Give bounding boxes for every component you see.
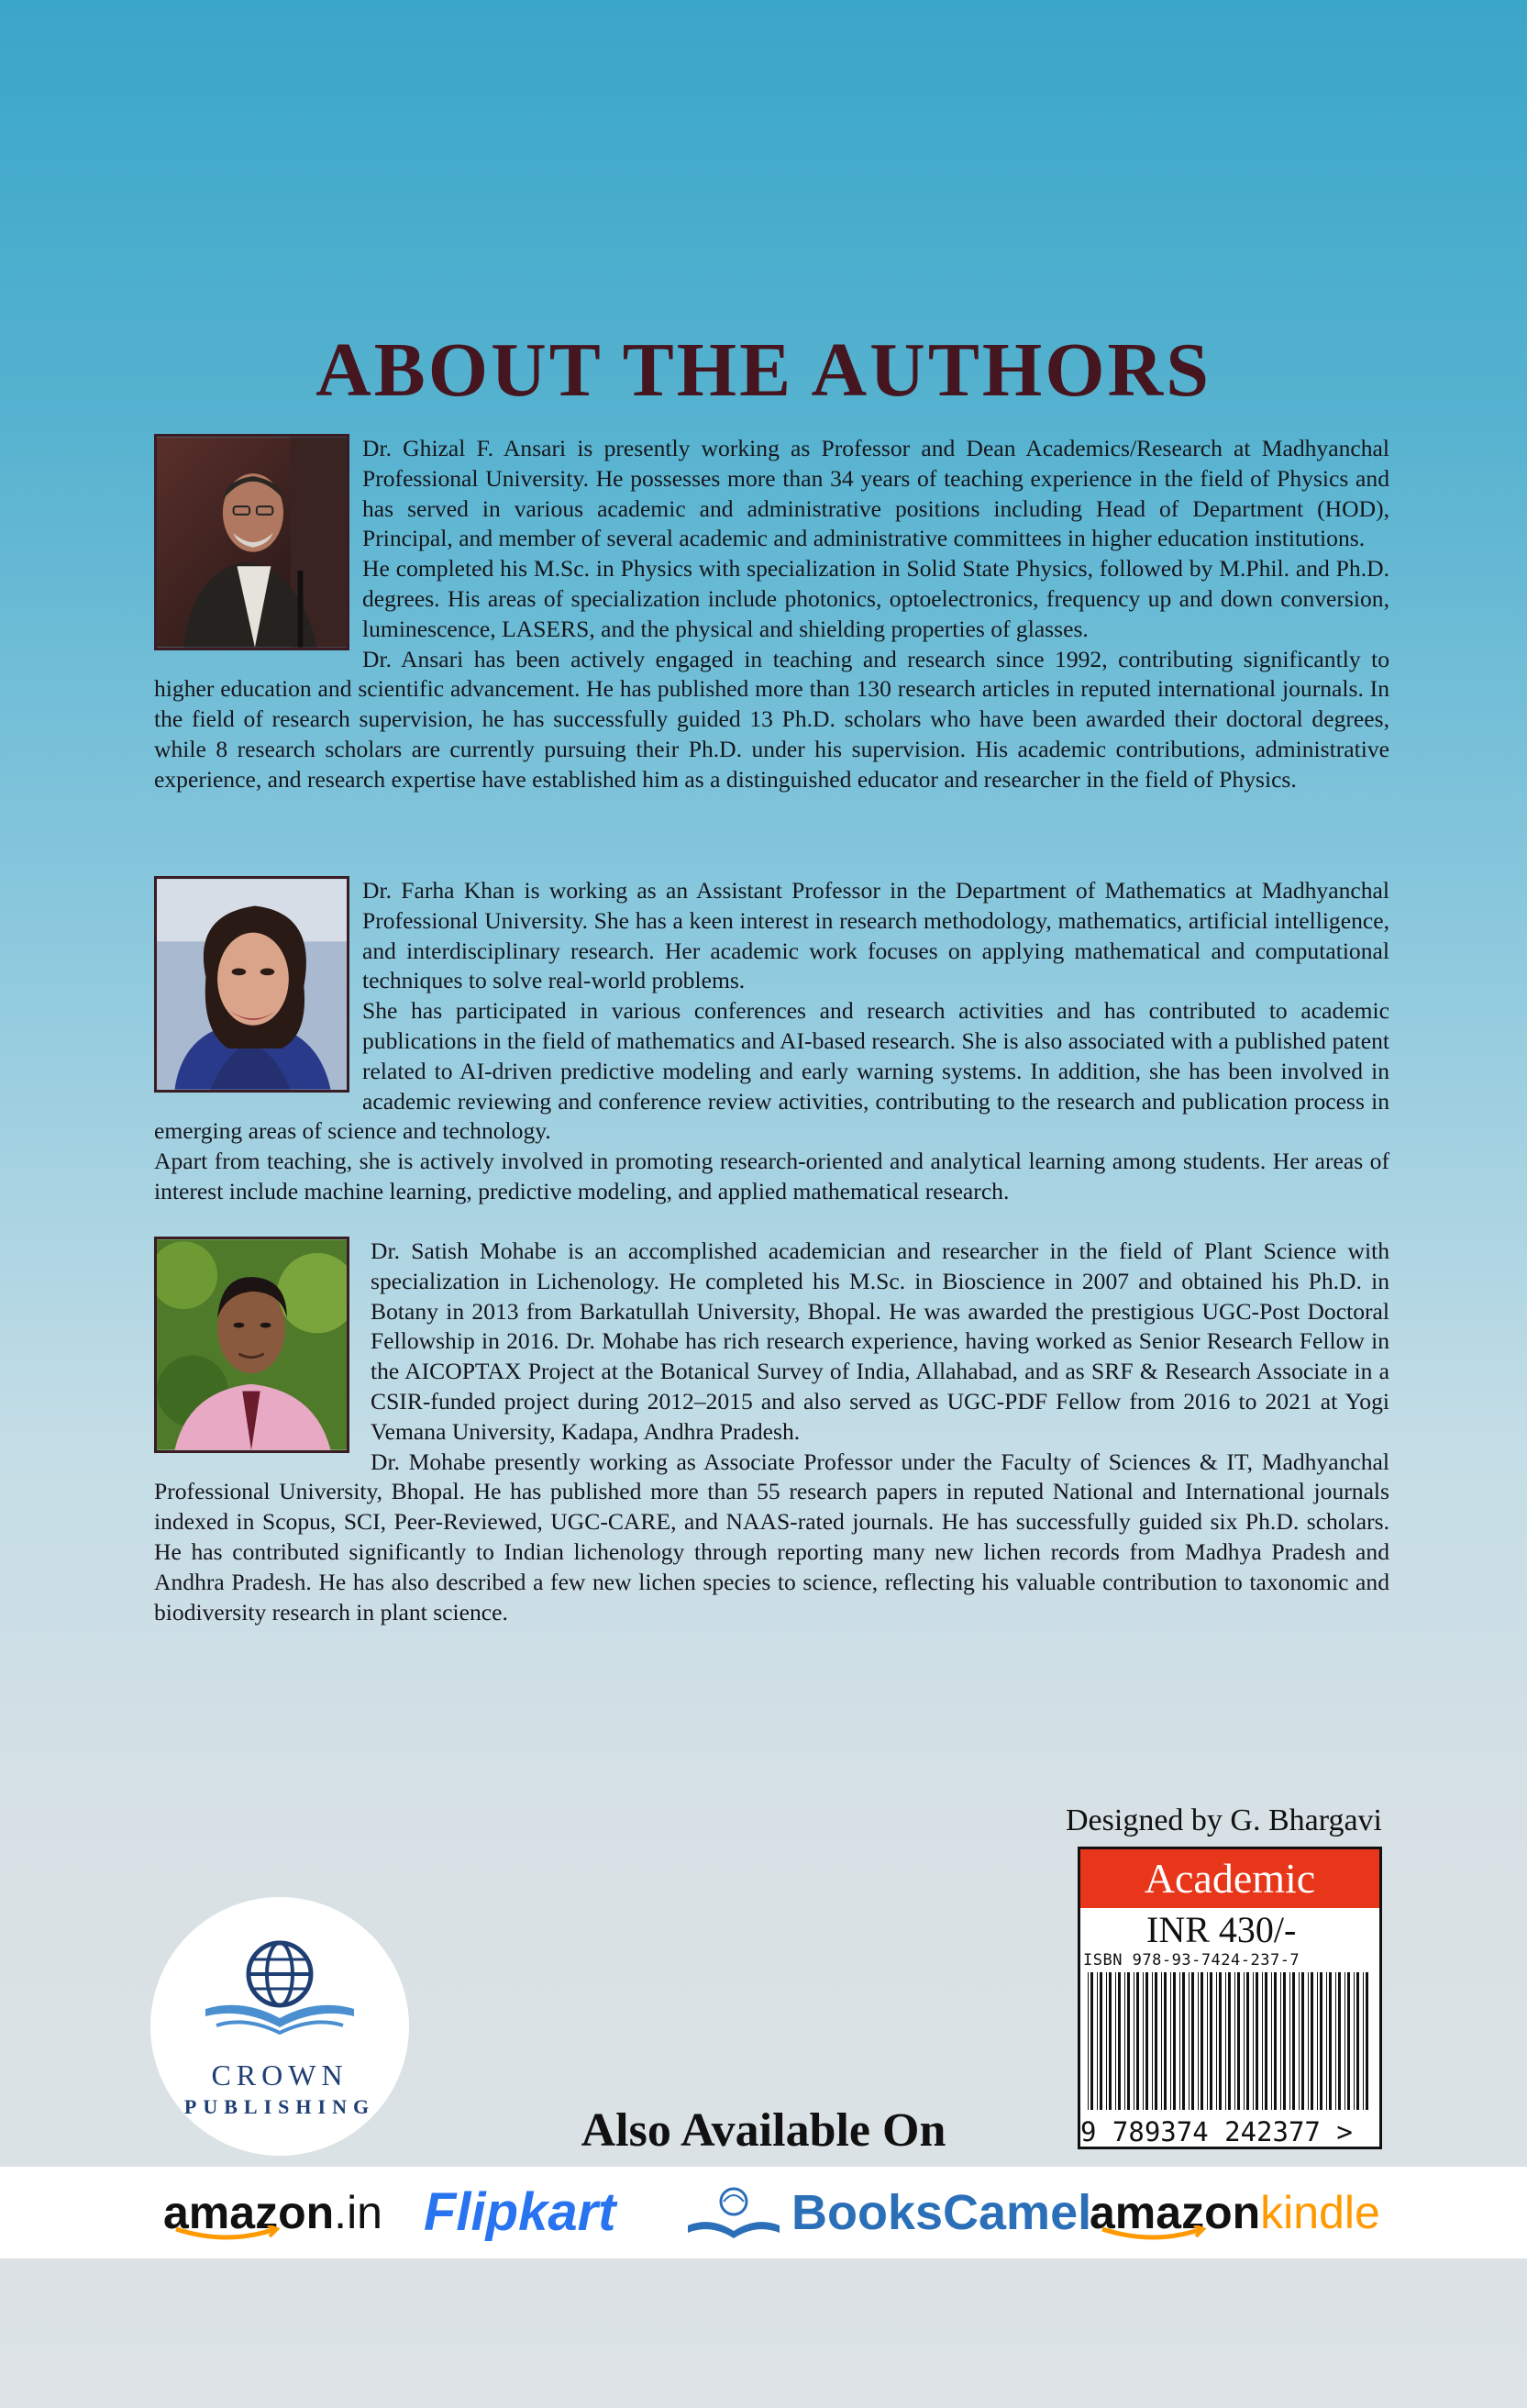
barcode-bar xyxy=(1155,1972,1157,2110)
barcode-bar xyxy=(1283,1972,1286,2110)
barcode-bar xyxy=(1189,1972,1190,2110)
bio-paragraph: She has participated in various conferences and research activities and has contributed to academic publications in the field of mathematics and AI-based research. She is also associated with a published patent related to AI-driven predictive modeling and early warning systems. In addition, she has been involved in academic reviewing and conference review activities, contributing to the research and publication process in emerging areas of science and technology. xyxy=(154,997,1389,1145)
amazon-smile-icon xyxy=(172,2225,282,2244)
barcode-bar xyxy=(1292,1972,1295,2110)
page-title: ABOUT THE AUTHORS xyxy=(315,327,1212,413)
store-flipkart: Flipkart xyxy=(424,2182,616,2242)
barcode-bar xyxy=(1335,1972,1336,2110)
barcode-bar xyxy=(1216,1972,1217,2110)
barcode-bar xyxy=(1191,1972,1194,2110)
barcode-bar xyxy=(1274,1972,1277,2110)
barcode-bar xyxy=(1311,1972,1313,2110)
barcode-bar xyxy=(1219,1972,1222,2110)
bio-paragraph: Apart from teaching, she is actively involved in promoting research-oriented and analytical learning among students. Her areas of interest include machine learning, predictive modeling, and applied mathematical research. xyxy=(154,1148,1389,1204)
author-bio-ansari xyxy=(154,434,1389,795)
barcode-bar xyxy=(1090,1972,1093,2110)
barcode-bar xyxy=(1201,1972,1203,2110)
bookscamel-book-icon xyxy=(683,2180,784,2244)
barcode-bar xyxy=(1246,1972,1249,2110)
barcode-bar xyxy=(1326,1972,1327,2110)
barcode-bar xyxy=(1100,1972,1102,2110)
store-logos-bar xyxy=(0,2167,1527,2258)
barcode-bar xyxy=(1136,1972,1139,2110)
bio-paragraph: Dr. Ansari has been actively engaged in teaching and research since 1992, contributing significantly to higher education and scientific advancement. He has published more than 130 research articles in reputed international journals. In the field of research supervision, he has successfully guided 13 Ph.D. scholars who have been awarded their doctoral degrees, while 8 research scholars are currently pursuing their Ph.D. under his supervision. His academic contributions, administrative experience, and research expertise have established him as a distinguished educator and researcher in the field of Physics. xyxy=(154,645,1389,793)
barcode-bar xyxy=(1207,1972,1208,2110)
barcode-bar xyxy=(1198,1972,1199,2110)
bio-paragraph: He completed his M.Sc. in Physics with specialization in Solid State Physics, followed by M.Phil. and Ph.D. degrees. His areas of specialization include photonics, optoelectronics, frequency up and down conversion, luminescence, LASERS, and the physical and shielding properties of glasses. xyxy=(362,555,1389,642)
barcode-bar xyxy=(1237,1972,1240,2110)
publisher-subname: PUBLISHING xyxy=(183,2095,376,2118)
barcode-bar xyxy=(1317,1972,1318,2110)
store-name: amazon xyxy=(163,2187,335,2238)
barcode-bar xyxy=(1265,1972,1267,2110)
barcode xyxy=(1080,1970,1379,2117)
barcode-bar xyxy=(1152,1972,1153,2110)
barcode-bar xyxy=(1124,1972,1125,2110)
barcode-bar xyxy=(1271,1972,1272,2110)
author-bio-mohabe xyxy=(154,1237,1389,1627)
store-suffix: kindle xyxy=(1260,2187,1380,2238)
author-photo-ansari xyxy=(154,434,349,650)
barcode-bar xyxy=(1127,1972,1130,2110)
barcode-bar xyxy=(1088,1972,1089,2110)
author-bio-khan xyxy=(154,876,1389,1207)
barcode-bar xyxy=(1097,1972,1098,2110)
store-bookscamel xyxy=(683,2167,1092,2258)
barcode-bar xyxy=(1228,1972,1231,2110)
barcode-bar xyxy=(1115,1972,1116,2110)
barcode-bar xyxy=(1289,1972,1290,2110)
barcode-bar xyxy=(1182,1972,1185,2110)
barcode-bar xyxy=(1280,1972,1281,2110)
amazon-smile-icon xyxy=(1099,2225,1209,2244)
barcode-bar xyxy=(1145,1972,1148,2110)
author-photo-mohabe xyxy=(154,1237,349,1453)
store-name: amazon xyxy=(1090,2187,1261,2238)
category-label: Academic xyxy=(1080,1849,1379,1908)
barcode-bar xyxy=(1329,1972,1332,2110)
barcode-bar xyxy=(1164,1972,1167,2110)
barcode-bar xyxy=(1347,1972,1350,2110)
barcode-bar xyxy=(1344,1972,1345,2110)
barcode-bar xyxy=(1301,1972,1304,2110)
bio-paragraph: Dr. Mohabe presently working as Associate Professor under the Faculty of Sciences & IT, Madhyanchal Professional University, Bhopal. He has published more than 55 research papers in reputed National and International journals indexed in Scopus, SCI, Peer-Reviewed, UGC-CARE, and NAAS-rated journals. He has successfully guided six Ph.D. scholars. He has contributed significantly to Indian lichenology through reporting many new lichen records from Madhya Pradesh and Andhra Pradesh. He has also described a few new lichen species to science, reflecting his valuable contribution to taxonomic and biodiversity research in plant science. xyxy=(154,1448,1389,1626)
barcode-bar xyxy=(1356,1972,1359,2110)
barcode-bar xyxy=(1118,1972,1121,2110)
barcode-digits: 9 789374 242377 > xyxy=(1080,2116,1353,2147)
store-name: BooksCamel xyxy=(791,2185,1092,2240)
bio-paragraph: Dr. Ghizal F. Ansari is presently working as Professor and Dean Academics/Research at Madhyanchal Professional University. He possesses more than 34 years of teaching experience in the field of Physics and has served in various academic and administrative positions including Head of Department (HOD), Principal, and member of several academic and administrative committees in higher education institutions. xyxy=(362,435,1389,552)
globe-book-icon xyxy=(150,1937,409,2047)
bio-paragraph: Dr. Satish Mohabe is an accomplished academician and researcher in the field of Plant Science with specialization in Lichenology. He completed his M.Sc. in Bioscience in 2007 and obtained his Ph.D. in Botany in 2013 from Barkatullah University, Bhopal. He was awarded the prestigious UGC-Post Doctoral Fellowship in 2016. Dr. Mohabe has rich research experience, having worked as Senior Research Fellow in the AICOPTAX Project at the Botanical Survey of India, Allahabad, and as SRF & Research Associate in a CSIR-funded project during 2012–2015 and also served as UGC-PDF Fellow from 2016 to 2021 at Yogi Vemana University, Kadapa, Andhra Pradesh. xyxy=(371,1237,1389,1445)
author-photo-khan xyxy=(154,876,349,1093)
barcode-bar xyxy=(1161,1972,1162,2110)
bio-paragraph: Dr. Farha Khan is working as an Assistant Professor in the Department of Mathematics at Madhyanchal Professional University. She has a keen interest in research methodology, mathematics, artificial intelligence, and interdisciplinary research. Her academic work focuses on applying mathematical and computational techniques to solve real-world problems. xyxy=(362,877,1389,994)
barcode-bar xyxy=(1253,1972,1254,2110)
designer-credit: Designed by G. Bhargavi xyxy=(1066,1803,1382,1837)
barcode-bar xyxy=(1354,1972,1355,2110)
barcode-bar xyxy=(1308,1972,1309,2110)
publisher-name: CROWN xyxy=(211,2058,349,2092)
barcode-bar xyxy=(1173,1972,1176,2110)
barcode-bar xyxy=(1106,1972,1107,2110)
barcode-bar xyxy=(1244,1972,1245,2110)
barcode-bar xyxy=(1366,1972,1368,2110)
barcode-bar xyxy=(1262,1972,1263,2110)
barcode-bar xyxy=(1143,1972,1144,2110)
barcode-bar xyxy=(1338,1972,1341,2110)
barcode-bar xyxy=(1299,1972,1300,2110)
store-amazon-kindle xyxy=(1090,2167,1380,2258)
barcode-bar xyxy=(1109,1972,1112,2110)
barcode-bar xyxy=(1210,1972,1212,2110)
price-label: INR 430/- xyxy=(1146,1909,1297,1950)
barcode-bar xyxy=(1225,1972,1226,2110)
barcode-bar xyxy=(1234,1972,1235,2110)
barcode-bar xyxy=(1179,1972,1180,2110)
isbn-label: ISBN 978-93-7424-237-7 xyxy=(1083,1951,1300,1970)
barcode-bar xyxy=(1170,1972,1171,2110)
availability-heading: Also Available On xyxy=(581,2104,946,2157)
store-amazon-in xyxy=(163,2167,382,2258)
barcode-bar xyxy=(1320,1972,1322,2110)
store-suffix: .in xyxy=(334,2187,382,2238)
barcode-bar xyxy=(1256,1972,1258,2110)
barcode-bar xyxy=(1363,1972,1364,2110)
